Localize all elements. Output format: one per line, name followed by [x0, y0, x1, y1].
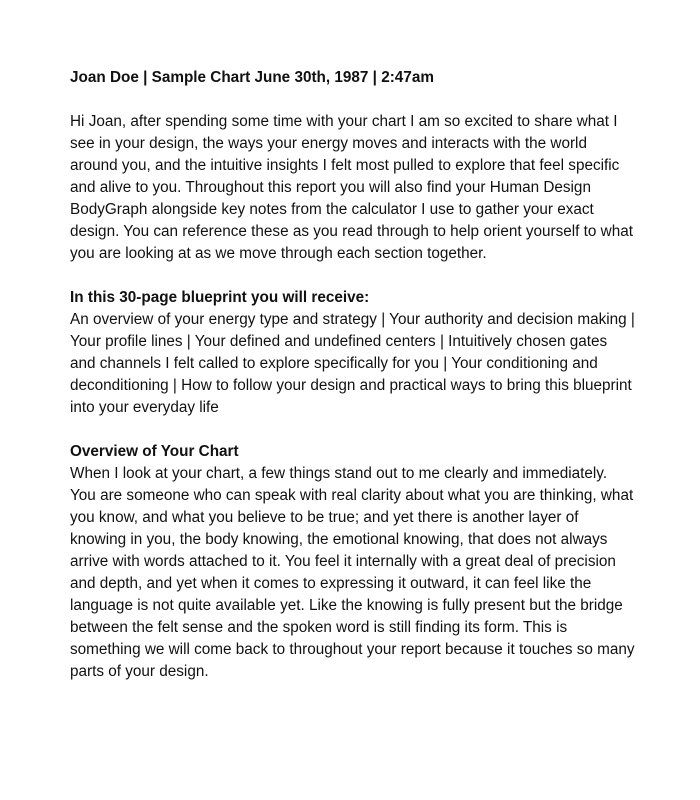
- spacer: [70, 419, 635, 441]
- document-header: Joan Doe | Sample Chart June 30th, 1987 | 2:47am: [70, 69, 434, 86]
- overview-section-body: When I look at your chart, a few things stand out to me clearly and immediately. You are someone who can speak with real clarity about what you are thinking, what you know, and what you believe to be true; and yet there is another layer of knowing in you, the body knowing, the emotional knowing, that does not always arrive with words attached to it. You feel it internally with a great deal of precision and depth, and yet when it comes to expressing it outward, it can feel like the language is not quite available yet. Like the knowing is fully present but the bridge between the felt sense and the spoken word is still finding its form. This is something we will come back to throughout your report because it touches so many parts of your design.: [70, 465, 635, 680]
- spacer: [70, 265, 635, 287]
- blueprint-section-title: In this 30-page blueprint you will receive:: [70, 289, 370, 306]
- spacer: [70, 89, 635, 111]
- overview-section-title: Overview of Your Chart: [70, 443, 239, 460]
- blueprint-section-body: An overview of your energy type and strategy | Your authority and decision making | Your profile lines | Your defined and undefined centers | Intuitively chosen gates and channels I felt called to explore specifically for you | Your conditioning and deconditioning | How to follow your design and practical ways to bring this blueprint into your everyday life: [70, 311, 635, 416]
- document-page: [70, 67, 635, 683]
- intro-paragraph: Hi Joan, after spending some time with your chart I am so excited to share what I see in your design, the ways your energy moves and interacts with the world around you, and the intuitive insights I felt most pulled to explore that feel specific and alive to you. Throughout this report you will also find your Human Design BodyGraph alongside key notes from the calculator I use to gather your exact design. You can reference these as you read through to help orient yourself to what you are looking at as we move through each section together.: [70, 113, 633, 262]
